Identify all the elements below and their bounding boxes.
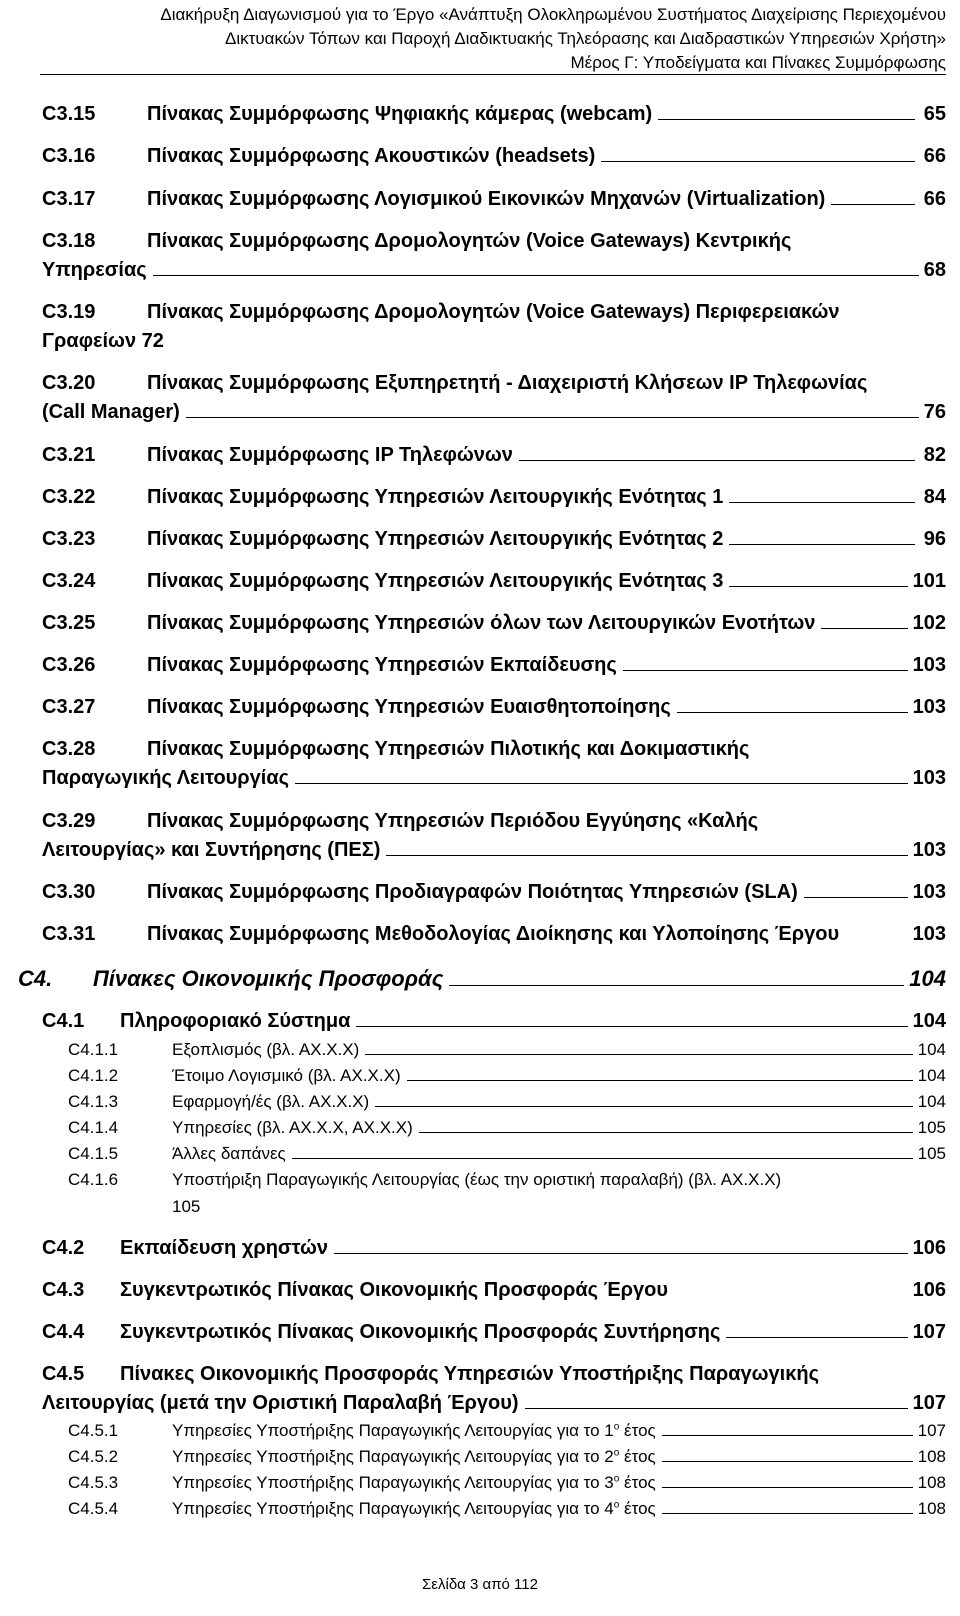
toc-leader (356, 1026, 907, 1027)
toc-title: Εκπαίδευση χρηστών (120, 1237, 328, 1259)
header-line-2: Δικτυακών Τόπων και Παροχή Διαδικτυακής Τηλεόρασης και Διαδραστικών Υπηρεσιών Χρήστη» (224, 29, 946, 48)
toc-leader (677, 712, 908, 713)
toc-entry-c4-1-2[interactable] (68, 1066, 946, 1086)
toc-entry-c4-5[interactable] (42, 1363, 946, 1386)
toc-leader (407, 1080, 913, 1081)
toc-entry-c3-17[interactable] (42, 188, 946, 211)
toc-page-number: 104 (909, 966, 946, 991)
toc-page-number: 65 (923, 103, 946, 125)
toc-number: C4.5.2 (68, 1447, 119, 1466)
toc-number: C4.5.3 (68, 1473, 119, 1492)
toc-entry-c3-15[interactable] (42, 103, 946, 126)
toc-title: Πίνακας Συμμόρφωσης Λογισμικού Εικονικών Μηχανών (Virtualization) (147, 188, 826, 210)
toc-number: C3.17 (42, 188, 96, 210)
toc-title: Πίνακας Συμμόρφωσης Υπηρεσιών Ευαισθητοποίησης (147, 696, 671, 718)
toc-number: C3.15 (42, 103, 96, 125)
toc-number: C3.31 (42, 923, 96, 945)
toc-entry-c3-28-continuation (42, 767, 946, 790)
toc-leader (623, 670, 908, 671)
toc-page-number: 103 (912, 767, 946, 789)
toc-page-number: 105 (917, 1144, 946, 1163)
toc-number: C4.1.2 (68, 1066, 119, 1085)
toc-entry-c3-29[interactable] (42, 810, 946, 833)
toc-title: Πίνακας Συμμόρφωσης Ακουστικών (headsets) (147, 145, 596, 167)
toc-page-number: 104 (917, 1092, 946, 1111)
toc-number: C4. (18, 966, 53, 991)
toc-entry-c3-19-continuation (42, 330, 946, 353)
toc-page-number: 96 (923, 528, 946, 550)
toc-title: Άλλες δαπάνες (172, 1144, 286, 1163)
toc-leader (662, 1513, 913, 1514)
toc-title: Πίνακας Συμμόρφωσης Υπηρεσιών Εκπαίδευσης (147, 654, 617, 676)
toc-number: C4.3 (42, 1279, 85, 1301)
toc-leader (729, 586, 907, 587)
toc-page-number: 105 (917, 1118, 946, 1137)
toc-title: Πίνακας Συμμόρφωσης Δρομολογητών (Voice Gateways) Κεντρικής (147, 230, 792, 252)
toc-leader (519, 460, 915, 461)
page-footer: Σελίδα 3 από 112 (422, 1576, 538, 1593)
toc-number: C3.23 (42, 528, 96, 550)
toc-title: Υποστήριξη Παραγωγικής Λειτουργίας (έως την οριστική παραλαβή) (βλ. ΑΧ.Χ.Χ) (172, 1170, 782, 1189)
toc-title-continuation: Παραγωγικής Λειτουργίας (42, 767, 290, 789)
toc-entry-c4-5-continuation (42, 1392, 946, 1415)
toc-page-number: 104 (917, 1040, 946, 1059)
toc-title-continuation: Λειτουργίας (μετά την Οριστική Παραλαβή Έργου) (42, 1392, 519, 1414)
toc-number: C4.1.3 (68, 1092, 119, 1111)
toc-title: Υπηρεσίες Υποστήριξης Παραγωγικής Λειτουργίας για το $1^o$ έτος (172, 1421, 656, 1440)
toc-page-number: 68 (923, 259, 946, 281)
toc-page-number: 82 (923, 444, 946, 466)
toc-page-number: 106 (912, 1237, 946, 1259)
header-line-1: Διακήρυξη Διαγωνισμού για το Έργο «Ανάπτυξη Ολοκληρωμένου Συστήματος Διαχείρισης Περιεχομένου (160, 5, 946, 24)
toc-number: C3.24 (42, 570, 96, 592)
toc-title: Έτοιμο Λογισμικό (βλ. ΑΧ.Χ.Χ) (172, 1066, 401, 1085)
toc-number: C3.27 (42, 696, 96, 718)
toc-number: C3.28 (42, 738, 96, 760)
toc-number: C4.2 (42, 1237, 85, 1259)
toc-page-number: 106 (912, 1279, 946, 1301)
toc-entry-c3-18[interactable] (42, 230, 946, 253)
toc-title: Εξοπλισμός (βλ. ΑΧ.Χ.Χ) (172, 1040, 360, 1059)
toc-title: Πίνακας Συμμόρφωσης Προδιαγραφών Ποιότητας Υπηρεσιών (SLA) (147, 881, 798, 903)
toc-page-number: 107 (912, 1321, 946, 1343)
toc-entry-c4-2[interactable] (42, 1237, 946, 1260)
toc-entry-c3-22[interactable] (42, 486, 946, 509)
toc-title: Πίνακες Οικονομικής Προσφοράς (93, 966, 444, 991)
toc-entry-c4-5-1[interactable] (68, 1421, 946, 1441)
toc-title: Πίνακες Οικονομικής Προσφοράς Υπηρεσιών Υποστήριξης Παραγωγικής (120, 1363, 820, 1385)
toc-page-number: 107 (917, 1421, 946, 1440)
toc-entry-c4-1-1[interactable] (68, 1040, 946, 1060)
toc-entry-c4-1-6[interactable] (68, 1170, 946, 1190)
toc-entry-c3-19[interactable] (42, 301, 946, 324)
toc-title: Πίνακας Συμμόρφωσης Υπηρεσιών Πιλοτικής και Δοκιμαστικής (147, 738, 750, 760)
toc-entry-c4-4[interactable] (42, 1321, 946, 1344)
toc-title: Συγκεντρωτικός Πίνακας Οικονομικής Προσφοράς Συντήρησης (120, 1321, 721, 1343)
toc-number: C3.19 (42, 301, 96, 323)
toc-entry-c3-28[interactable] (42, 738, 946, 761)
toc-page-number: 104 (917, 1066, 946, 1085)
toc-entry-c3-25[interactable] (42, 612, 946, 635)
toc-entry-c4-1[interactable] (42, 1010, 946, 1033)
toc-title: Υπηρεσίες Υποστήριξης Παραγωγικής Λειτουργίας για το $4^o$ έτος (172, 1499, 656, 1518)
toc-title-continuation: Υπηρεσίας (42, 259, 147, 281)
toc-entry-c3-29-continuation (42, 839, 946, 862)
toc-page-number: 108 (917, 1499, 946, 1518)
toc-number: C3.20 (42, 372, 96, 394)
toc-entry-c3-27[interactable] (42, 696, 946, 719)
toc-number: C4.1.4 (68, 1118, 119, 1137)
toc-title-continuation: Λειτουργίας» και Συντήρησης (ΠΕΣ) (42, 839, 381, 861)
toc-title: Πίνακας Συμμόρφωσης Ψηφιακής κάμερας (webcam) (147, 103, 653, 125)
toc-title: Πίνακας Συμμόρφωσης Υπηρεσιών Λειτουργικής Ενότητας 3 (147, 570, 724, 592)
toc-number: C4.4 (42, 1321, 85, 1343)
toc-leader (449, 985, 904, 986)
toc-title: Πληροφοριακό Σύστημα (120, 1010, 351, 1032)
toc-title: Πίνακας Συμμόρφωσης Υπηρεσιών όλων των Λειτουργικών Ενοτήτων (147, 612, 816, 634)
toc-entry-c3-20[interactable] (42, 372, 946, 395)
toc-entry-c4-1-3[interactable] (68, 1092, 946, 1112)
toc-leader (375, 1106, 912, 1107)
toc-entry-c4[interactable] (18, 966, 946, 992)
toc-title: Υπηρεσίες Υποστήριξης Παραγωγικής Λειτουργίας για το $3^o$ έτος (172, 1473, 656, 1492)
toc-page-number: 66 (923, 145, 946, 167)
toc-number: C4.1 (42, 1010, 85, 1032)
toc-leader (153, 275, 919, 276)
toc-number: C4.5.4 (68, 1499, 119, 1518)
toc-page-number: 108 (917, 1447, 946, 1466)
toc-page-number: 84 (923, 486, 946, 508)
toc-entry-c3-31[interactable] (42, 923, 946, 946)
toc-entry-c3-26[interactable] (42, 654, 946, 677)
toc-number: C3.22 (42, 486, 96, 508)
toc-leader (295, 783, 908, 784)
toc-entry-c4-1-4[interactable] (68, 1118, 946, 1138)
toc-title: Πίνακας Συμμόρφωσης Δρομολογητών (Voice Gateways) Περιφερειακών (147, 301, 840, 323)
toc-entry-c4-1-5[interactable] (68, 1144, 946, 1164)
toc-leader (658, 119, 915, 120)
toc-number: C4.5.1 (68, 1421, 119, 1440)
toc-entry-c3-24[interactable] (42, 570, 946, 593)
toc-page-number: 102 (912, 612, 946, 634)
toc-page-number: 103 (912, 839, 946, 861)
toc-leader (662, 1487, 913, 1488)
toc-number: C3.26 (42, 654, 96, 676)
toc-page-number: 103 (912, 696, 946, 718)
toc-page-number: 105 (172, 1197, 201, 1216)
toc-title: Εφαρμογή/ές (βλ. ΑΧ.Χ.Χ) (172, 1092, 370, 1111)
toc-leader (386, 855, 907, 856)
toc-title-continuation: (Call Manager) (42, 401, 180, 423)
toc-leader (831, 204, 915, 205)
toc-title: Πίνακας Συμμόρφωσης IP Τηλεφώνων (147, 444, 513, 466)
toc-entry-c3-30[interactable] (42, 881, 946, 904)
toc-leader (804, 897, 908, 898)
toc-title: Πίνακας Συμμόρφωσης Υπηρεσιών Λειτουργικής Ενότητας 2 (147, 528, 724, 550)
header-line-3: Μέρος Γ: Υποδείγματα και Πίνακες Συμμόρφωσης (570, 53, 946, 72)
toc-entry-c3-16[interactable] (42, 145, 946, 168)
header-divider (40, 74, 946, 75)
toc-number: C3.25 (42, 612, 96, 634)
toc-number: C3.29 (42, 810, 96, 832)
toc-entry-c3-21[interactable] (42, 444, 946, 467)
toc-title: Πίνακας Συμμόρφωσης Εξυπηρετητή - Διαχειριστή Κλήσεων IP Τηλεφωνίας (147, 372, 868, 394)
toc-number: C4.5 (42, 1363, 85, 1385)
toc-leader (729, 544, 915, 545)
toc-leader (419, 1132, 913, 1133)
toc-leader (525, 1408, 908, 1409)
toc-leader (365, 1054, 912, 1055)
toc-leader (186, 417, 919, 418)
toc-page-number: 108 (917, 1473, 946, 1492)
toc-page-number: 101 (912, 570, 946, 592)
page-header (40, 3, 946, 75)
toc-page-number: 76 (923, 401, 946, 423)
toc-number: C4.1.5 (68, 1144, 119, 1163)
toc-entry-c4-5-3[interactable] (68, 1473, 946, 1493)
toc-title: Πίνακας Συμμόρφωσης Υπηρεσιών Περιόδου Εγγύησης «Καλής (147, 810, 759, 832)
toc-entry-c4-5-4[interactable] (68, 1499, 946, 1519)
toc-entry-c3-23[interactable] (42, 528, 946, 551)
toc-title: Υπηρεσίες Υποστήριξης Παραγωγικής Λειτουργίας για το $2^o$ έτος (172, 1447, 656, 1466)
toc-page-number: 66 (923, 188, 946, 210)
toc-page-number: 104 (912, 1010, 946, 1032)
toc-title: Υπηρεσίες (βλ. ΑΧ.Χ.Χ, ΑΧ.Χ.Χ) (172, 1118, 413, 1137)
toc-entry-c4-5-2[interactable] (68, 1447, 946, 1467)
toc-title: Συγκεντρωτικός Πίνακας Οικονομικής Προσφοράς Έργου (120, 1279, 669, 1301)
toc-leader (729, 502, 915, 503)
toc-number: C4.1.6 (68, 1170, 119, 1189)
toc-leader (662, 1435, 913, 1436)
toc-title: Πίνακας Συμμόρφωσης Υπηρεσιών Λειτουργικής Ενότητας 1 (147, 486, 724, 508)
toc-leader (334, 1253, 908, 1254)
toc-leader (662, 1461, 913, 1462)
toc-number: C3.16 (42, 145, 96, 167)
toc-title: Πίνακας Συμμόρφωσης Μεθοδολογίας Διοίκησης και Υλοποίησης Έργου (147, 923, 840, 945)
toc-number: C3.18 (42, 230, 96, 252)
toc-number: C3.21 (42, 444, 96, 466)
toc-title-continuation: Γραφείων 72 (42, 330, 164, 352)
toc-number: C4.1.1 (68, 1040, 119, 1059)
toc-page-number: 107 (912, 1392, 946, 1414)
toc-page-number: 103 (912, 923, 946, 945)
toc-entry-c4-3[interactable] (42, 1279, 946, 1302)
toc-entry-c4-1-6-continuation (172, 1197, 200, 1217)
toc-number: C3.30 (42, 881, 96, 903)
toc-leader (821, 628, 907, 629)
toc-page-number: 103 (912, 654, 946, 676)
toc-page-number: 103 (912, 881, 946, 903)
toc-leader (726, 1337, 907, 1338)
toc-entry-c3-18-continuation (42, 259, 946, 282)
toc-leader (292, 1158, 913, 1159)
toc-leader (601, 161, 915, 162)
toc-entry-c3-20-continuation (42, 401, 946, 424)
